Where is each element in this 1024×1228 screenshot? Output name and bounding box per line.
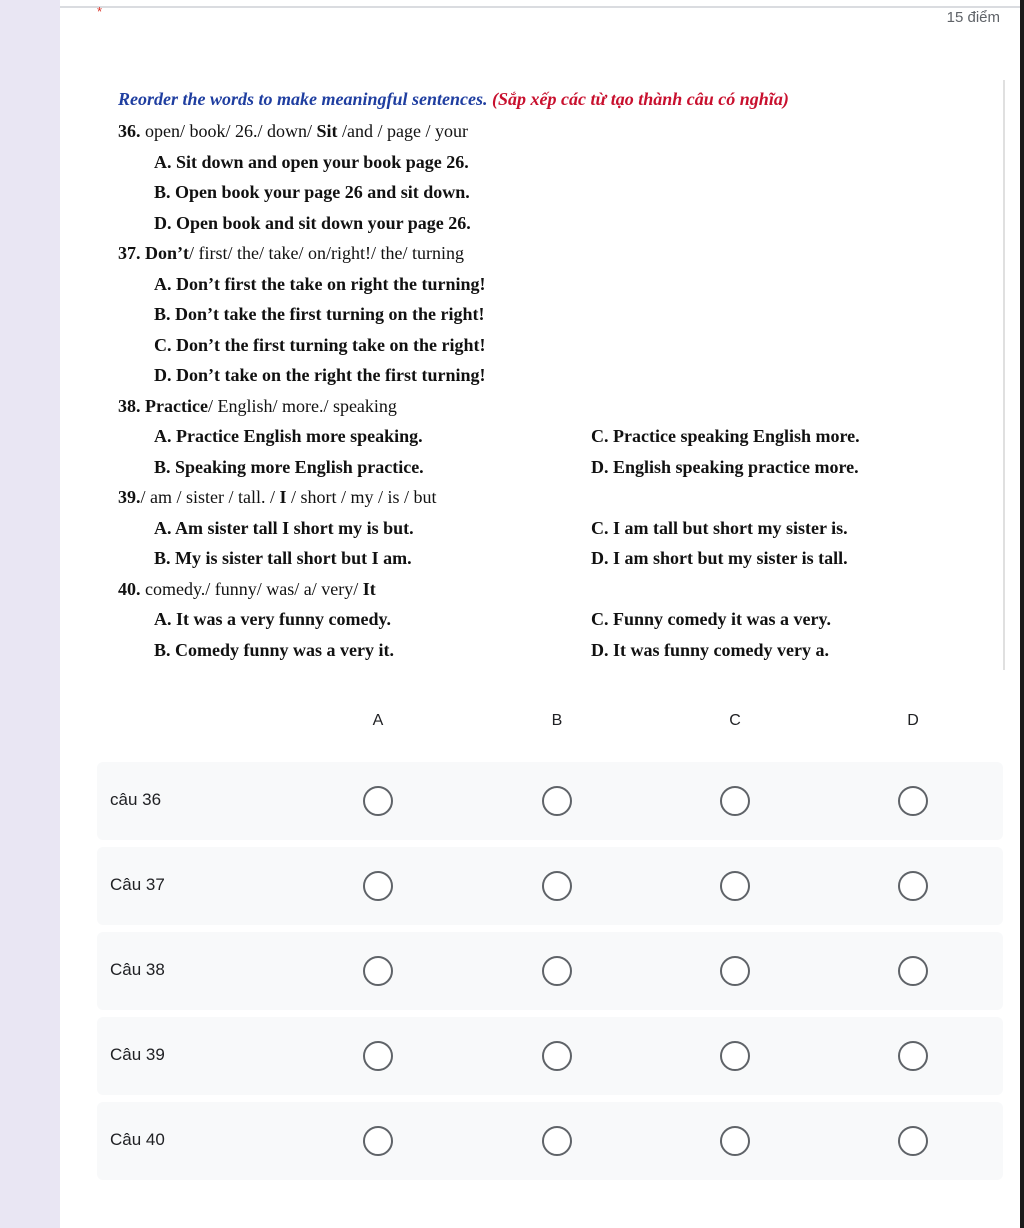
option-38-b: B. Speaking more English practice. xyxy=(154,456,424,477)
points-label: 15 điểm xyxy=(946,9,1000,26)
prompt-bold: Sit xyxy=(316,121,338,141)
instruction-vi: (Sắp xếp các từ tạo thành câu có nghĩa) xyxy=(492,89,789,109)
option-36-d: D. Open book and sit down your page 26. xyxy=(154,212,471,233)
question-37-prompt xyxy=(118,238,978,269)
question-image xyxy=(118,84,978,665)
option-37-c: C. Don’t the first turning take on the right! xyxy=(154,334,486,355)
radio-36-d[interactable] xyxy=(898,786,928,816)
option-39-b: B. My is sister tall short but I am. xyxy=(154,548,412,568)
option-37-b: B. Don’t take the first turning on the right! xyxy=(154,304,485,324)
radio-38-b[interactable] xyxy=(542,956,572,986)
option-37-d: D. Don’t take on the right the first turning! xyxy=(154,365,486,385)
grid-column-c: C xyxy=(729,712,741,729)
option-38-d: D. English speaking practice more. xyxy=(591,456,859,477)
prompt-text: open/ book/ 26./ down/ xyxy=(145,121,317,141)
options-40-row-1 xyxy=(118,604,978,635)
radio-40-a[interactable] xyxy=(363,1126,393,1156)
options-38-row-1 xyxy=(118,421,978,452)
option-37-a: A. Don’t first the take on right the turning! xyxy=(154,273,486,294)
question-number: 38. xyxy=(118,395,141,416)
prompt-bold: It xyxy=(362,578,376,599)
card-top-divider xyxy=(60,6,1020,8)
options-39-row-2 xyxy=(118,543,978,574)
radio-39-c[interactable] xyxy=(720,1041,750,1071)
option-40-c: C. Funny comedy it was a very. xyxy=(591,609,831,629)
option-40-d: D. It was funny comedy very a. xyxy=(591,639,829,660)
radio-39-b[interactable] xyxy=(542,1041,572,1071)
prompt-tail: /and / page / your xyxy=(337,121,468,141)
option-39-d: D. I am short but my sister is tall. xyxy=(591,548,848,568)
question-40-prompt xyxy=(118,574,978,605)
grid-row-38 xyxy=(97,932,1003,1010)
prompt-text: / first/ the/ take/ on/right!/ the/ turning xyxy=(189,243,464,263)
required-asterisk: * xyxy=(97,4,103,19)
instruction-en: Reorder the words to make meaningful sentences. xyxy=(118,89,488,109)
radio-40-c[interactable] xyxy=(720,1126,750,1156)
prompt-text: / am / sister / tall. / xyxy=(140,487,280,507)
options-40-row-2 xyxy=(118,635,978,666)
radio-37-b[interactable] xyxy=(542,871,572,901)
option-36-a: A. Sit down and open your book page 26. xyxy=(154,151,469,172)
question-image-edge xyxy=(1003,80,1005,670)
radio-37-a[interactable] xyxy=(363,871,393,901)
radio-36-c[interactable] xyxy=(720,786,750,816)
radio-36-b[interactable] xyxy=(542,786,572,816)
grid-row-39 xyxy=(97,1017,1003,1095)
prompt-bold: I xyxy=(279,487,287,507)
radio-38-c[interactable] xyxy=(720,956,750,986)
grid-row-label: Câu 38 xyxy=(110,960,165,979)
prompt-tail: / short / my / is / but xyxy=(286,487,437,507)
radio-40-b[interactable] xyxy=(542,1126,572,1156)
question-38-prompt xyxy=(118,391,978,422)
grid-row-36 xyxy=(97,762,1003,840)
prompt-bold: Don’t xyxy=(145,243,189,263)
grid-row-label: Câu 40 xyxy=(110,1130,165,1149)
options-39-row-1 xyxy=(118,513,978,544)
option-39-a: A. Am sister tall I short my is but. xyxy=(154,517,414,538)
option-40-a: A. It was a very funny comedy. xyxy=(154,609,391,629)
option-38-c: C. Practice speaking English more. xyxy=(591,426,860,446)
instruction xyxy=(118,84,978,116)
option-39-c: C. I am tall but short my sister is. xyxy=(591,517,848,538)
question-card xyxy=(60,0,1020,1228)
radio-39-a[interactable] xyxy=(363,1041,393,1071)
question-number: 36. xyxy=(118,121,141,141)
radio-36-a[interactable] xyxy=(363,786,393,816)
left-background-panel xyxy=(0,0,60,1228)
question-number: 39. xyxy=(118,487,141,507)
radio-40-d[interactable] xyxy=(898,1126,928,1156)
options-38-row-2 xyxy=(118,452,978,483)
option-38-a: A. Practice English more speaking. xyxy=(154,426,423,446)
radio-38-d[interactable] xyxy=(898,956,928,986)
question-number: 40. xyxy=(118,578,141,599)
grid-row-37 xyxy=(97,847,1003,925)
prompt-bold: Practice xyxy=(145,395,208,416)
grid-column-b: B xyxy=(551,712,563,729)
grid-row-40 xyxy=(97,1102,1003,1180)
grid-column-d: D xyxy=(907,712,919,729)
question-number: 37. xyxy=(118,243,141,263)
question-36-prompt xyxy=(118,116,978,147)
radio-39-d[interactable] xyxy=(898,1041,928,1071)
grid-row-label: Câu 37 xyxy=(110,875,165,894)
option-36-b: B. Open book your page 26 and sit down. xyxy=(154,182,470,202)
grid-column-a: A xyxy=(372,712,384,729)
grid-row-label: câu 36 xyxy=(110,790,162,809)
question-39-prompt xyxy=(118,482,978,513)
grid-row-label: Câu 39 xyxy=(110,1045,165,1064)
option-40-b: B. Comedy funny was a very it. xyxy=(154,639,395,660)
prompt-text: / English/ more./ speaking xyxy=(207,395,397,416)
prompt-text: comedy./ funny/ was/ a/ very/ xyxy=(145,578,363,599)
radio-37-d[interactable] xyxy=(898,871,928,901)
radio-38-a[interactable] xyxy=(363,956,393,986)
radio-37-c[interactable] xyxy=(720,871,750,901)
